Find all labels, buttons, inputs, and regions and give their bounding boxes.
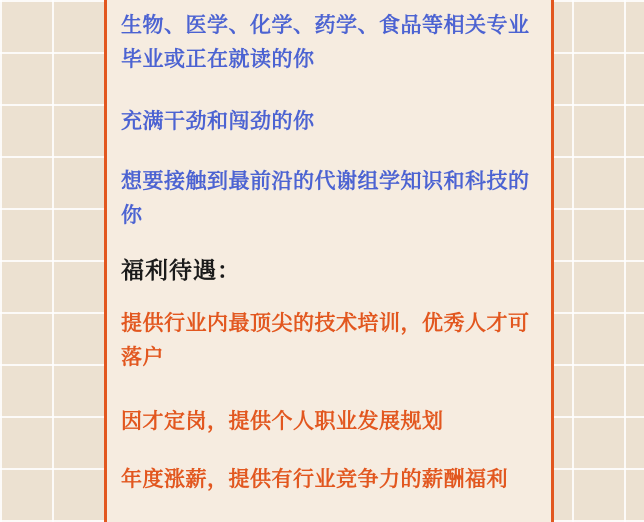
benefit-career-text: 因才定岗，提供个人职业发展规划 — [121, 409, 444, 433]
benefit-training-text: 提供行业内最顶尖的技术培训，优秀人才可落户 — [121, 311, 530, 369]
benefit-salary-text: 年度涨薪，提供有行业竞争力的薪酬福利 — [121, 467, 508, 491]
right-margin-rule — [551, 0, 554, 522]
document-content — [107, 0, 551, 522]
requirement-interest-text: 想要接触到最前沿的代谢组学知识和科技的你 — [121, 169, 530, 227]
requirement-drive-text: 充满干劲和闯劲的你 — [121, 109, 315, 133]
requirement-major-text: 生物、医学、化学、药学、食品等相关专业毕业或正在就读的你 — [121, 13, 530, 71]
benefits-heading: 福利待遇： — [121, 258, 241, 284]
